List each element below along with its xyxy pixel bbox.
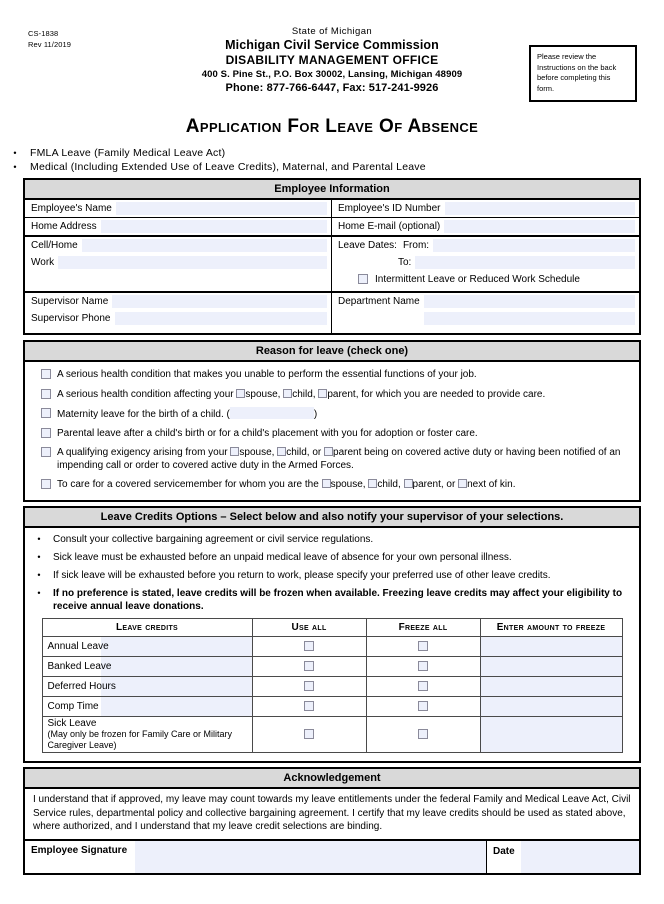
family-health-parent-checkbox[interactable] — [318, 389, 327, 398]
freeze-all-checkbox-annual-leave[interactable] — [418, 641, 428, 651]
instruction-note-box: Please review the Instructions on the back before completing this form. — [529, 45, 637, 102]
use-all-cell-deferred-hours[interactable] — [252, 676, 366, 696]
department-name-input-cont[interactable] — [424, 312, 635, 325]
maternity-date-input[interactable] — [230, 407, 314, 419]
column-header-use-all: Use all — [252, 618, 366, 636]
bullet-icon: • — [37, 569, 41, 580]
signature-date-input[interactable] — [521, 841, 639, 873]
home-address-row — [25, 218, 639, 237]
leave-type-label: FMLA Leave (Family Medical Leave Act) — [30, 147, 226, 159]
reason-label-own-health: A serious health condition that makes you unable to perform the essential functions of your job. — [57, 369, 477, 380]
leave-date-to-input[interactable] — [415, 256, 635, 269]
leave-date-from-label: From: — [402, 240, 430, 251]
amount-input-banked-leave[interactable] — [480, 656, 622, 676]
servicemember-spouse-label: spouse, — [330, 478, 366, 490]
reason-option-own-health[interactable] — [33, 368, 631, 382]
row-label-annual-leave: Annual Leave — [42, 636, 252, 656]
table-header-row — [42, 618, 622, 636]
column-header-leave-credits: Leave credits — [42, 618, 252, 636]
guidance-text-emphasis: If no preference is stated, leave credits will be frozen when available. Freezing leave credits may affect your eligibility to receive annual leave donations. — [53, 587, 623, 612]
reason-label-parental: Parental leave after a child's birth or for a child's placement with you for adoption or foster care. — [57, 427, 478, 439]
bullet-icon: • — [37, 533, 41, 544]
servicemember-next-of-kin-checkbox[interactable] — [458, 479, 467, 488]
sick-leave-name: Sick Leave — [47, 717, 97, 729]
leave-credits-body — [25, 528, 639, 762]
intermittent-leave-option[interactable] — [332, 271, 639, 287]
freeze-all-cell-comp-time[interactable] — [366, 696, 480, 716]
amount-input-deferred-hours[interactable] — [480, 676, 622, 696]
row-fill — [101, 697, 252, 716]
intermittent-leave-checkbox[interactable] — [358, 274, 368, 284]
home-email-field[interactable] — [332, 218, 639, 235]
employee-information-heading: Employee Information — [25, 180, 639, 200]
office-address: 400 S. Pine St., P.O. Box 30002, Lansing, Michigan 48909 — [201, 69, 463, 80]
home-address-label: Home Address — [31, 221, 97, 232]
family-health-child-label: child, — [292, 388, 316, 400]
row-label-sick-leave — [42, 716, 252, 753]
leave-credits-table — [42, 618, 623, 754]
document-code-block — [28, 28, 71, 50]
supervisor-name-input[interactable] — [112, 295, 327, 308]
column-header-enter-amount: Enter amount to freeze — [480, 618, 622, 636]
employee-information-section — [23, 178, 641, 335]
freeze-all-checkbox-banked-leave[interactable] — [418, 661, 428, 671]
work-phone-field[interactable] — [25, 254, 331, 271]
bullet-icon: • — [13, 162, 17, 172]
reason-checkbox-family-health[interactable] — [33, 388, 57, 402]
document-header — [0, 0, 664, 104]
table-row — [42, 636, 622, 656]
supervisor-phone-input[interactable] — [115, 312, 328, 325]
list-item — [25, 587, 639, 613]
row-fill — [101, 657, 252, 676]
reason-label-family-health-lead: A serious health condition affecting your — [57, 388, 234, 400]
reason-checkbox-exigency[interactable] — [33, 446, 57, 460]
home-address-field[interactable] — [25, 218, 331, 235]
home-address-input[interactable] — [101, 220, 327, 233]
reason-label-exigency-lead: A qualifying exigency arising from your — [57, 447, 228, 458]
freeze-all-cell-deferred-hours[interactable] — [366, 676, 480, 696]
freeze-all-cell-annual-leave[interactable] — [366, 636, 480, 656]
work-phone-input[interactable] — [58, 256, 327, 269]
reason-option-family-health[interactable] — [33, 388, 631, 402]
guidance-text: Consult your collective bargaining agreement or civil service regulations. — [53, 533, 374, 545]
supervisor-phone-label: Supervisor Phone — [31, 313, 111, 324]
signature-date-field[interactable] — [487, 841, 639, 873]
exigency-child-label: child, or — [286, 447, 322, 458]
table-row — [42, 656, 622, 676]
exigency-parent-label: parent — [333, 447, 362, 458]
amount-input-sick-leave[interactable] — [480, 716, 622, 753]
reason-label-maternity-close: ) — [313, 409, 318, 420]
reason-for-leave-options — [25, 362, 639, 500]
leave-dates-label: Leave Dates: — [338, 240, 397, 251]
reason-checkbox-servicemember[interactable] — [33, 478, 57, 492]
guidance-text: Sick leave must be exhausted before an unpaid medical leave of absence for your own personal illness. — [53, 551, 512, 563]
reason-checkbox-maternity[interactable] — [33, 407, 57, 421]
servicemember-parent-checkbox[interactable] — [404, 479, 413, 488]
amount-input-comp-time[interactable] — [480, 696, 622, 716]
exigency-spouse-label: spouse, — [239, 447, 275, 458]
list-item — [25, 569, 639, 582]
leave-date-from-input[interactable] — [433, 239, 635, 252]
use-all-cell-sick-leave[interactable] — [252, 716, 366, 753]
employee-name-label: Employee's Name — [31, 203, 112, 214]
use-all-cell-annual-leave[interactable] — [252, 636, 366, 656]
list-item — [0, 160, 664, 174]
employee-signature-label: Employee Signature — [31, 844, 128, 856]
row-fill — [101, 637, 252, 656]
table-row — [42, 696, 622, 716]
list-item — [0, 146, 664, 160]
department-name-label: Department Name — [338, 296, 420, 307]
supervisor-name-field[interactable] — [25, 293, 331, 310]
use-all-cell-comp-time[interactable] — [252, 696, 366, 716]
amount-input-annual-leave[interactable] — [480, 636, 622, 656]
use-all-checkbox-deferred-hours[interactable] — [304, 681, 314, 691]
freeze-all-cell-sick-leave[interactable] — [366, 716, 480, 753]
freeze-all-cell-banked-leave[interactable] — [366, 656, 480, 676]
state-name: State of Michigan — [291, 26, 373, 37]
bullet-icon: • — [13, 148, 17, 158]
bullet-icon: • — [37, 551, 41, 562]
leave-type-label: Medical (Including Extended Use of Leave Credits), Maternal, and Parental Leave — [30, 161, 426, 173]
commission-name: Michigan Civil Service Commission — [225, 38, 439, 52]
supervisor-phone-field[interactable] — [25, 310, 331, 327]
exigency-parent-checkbox[interactable] — [324, 447, 333, 456]
document-revision: Rev 11/2019 — [28, 40, 72, 49]
guidance-text: If sick leave will be exhausted before you return to work, please specify your preferred use of other leave credits. — [53, 569, 551, 581]
employee-id-input[interactable] — [445, 202, 636, 215]
intermittent-leave-label: Intermittent Leave or Reduced Work Schedule — [375, 273, 580, 285]
freeze-all-checkbox-comp-time[interactable] — [418, 701, 428, 711]
leave-credits-section — [23, 506, 641, 764]
office-name: DISABILITY MANAGEMENT OFFICE — [225, 53, 439, 67]
department-name-input[interactable] — [424, 295, 635, 308]
cell-home-phone-label: Cell/Home — [31, 240, 78, 251]
use-all-checkbox-sick-leave[interactable] — [304, 729, 314, 739]
servicemember-spouse-checkbox[interactable] — [322, 479, 331, 488]
family-health-parent-label: parent, — [327, 388, 359, 400]
employee-signature-field[interactable] — [25, 841, 487, 873]
table-row — [42, 716, 622, 753]
use-all-cell-banked-leave[interactable] — [252, 656, 366, 676]
family-health-child-checkbox[interactable] — [283, 389, 292, 398]
department-name-spacer — [332, 310, 639, 327]
use-all-checkbox-annual-leave[interactable] — [304, 641, 314, 651]
reason-for-leave-section — [23, 340, 641, 502]
signature-row — [25, 841, 639, 873]
department-name-field[interactable] — [332, 293, 639, 310]
servicemember-next-of-kin-label: next of kin. — [467, 478, 516, 490]
reason-label-exigency-tail: being on covered active duty or having been notified of an impending call or order to covered active duty in the Armed Forces. — [57, 447, 621, 471]
leave-type-list — [0, 146, 664, 174]
reason-checkbox-parental[interactable] — [33, 427, 57, 441]
column-header-freeze-all: Freeze all — [366, 618, 480, 636]
leave-credits-guidance-list — [25, 533, 639, 613]
reason-for-leave-heading: Reason for leave (check one) — [25, 342, 639, 362]
office-phone-fax: Phone: 877-766-6447, Fax: 517-241-9926 — [225, 82, 439, 94]
cell-home-phone-field[interactable] — [25, 237, 331, 254]
home-email-label: Home E-mail (optional) — [338, 221, 441, 232]
servicemember-child-label: child, — [377, 478, 401, 490]
exigency-child-checkbox[interactable] — [277, 447, 286, 456]
leave-date-to-label: To: — [398, 257, 412, 268]
work-phone-label: Work — [31, 257, 55, 268]
use-all-checkbox-banked-leave[interactable] — [304, 661, 314, 671]
list-item — [25, 533, 639, 546]
employee-signature-input[interactable] — [135, 841, 486, 873]
supervisor-name-label: Supervisor Name — [31, 296, 109, 307]
acknowledgement-section — [23, 767, 641, 875]
bullet-icon: • — [37, 587, 41, 598]
leave-credits-heading: Leave Credits Options – Select below and also notify your supervisor of your selections. — [25, 508, 639, 528]
row-label-banked-leave: Banked Leave — [42, 656, 252, 676]
document-code: CS-1838 — [28, 29, 59, 38]
sick-leave-note: (May only be frozen for Family Care or Military Caregiver Leave) — [47, 729, 233, 750]
employee-id-label: Employee's ID Number — [338, 203, 441, 214]
leave-date-to-field[interactable] — [332, 254, 639, 271]
row-label-deferred-hours: Deferred Hours — [42, 676, 252, 696]
leave-date-from-field[interactable] — [332, 237, 639, 254]
acknowledgement-text: I understand that if approved, my leave may count towards my leave entitlements under the federal Family and Medical Leave Act, Civil Service rules, departmental policy and collective bargaining agreement. I certify that my leave credits should be used as stated above, where authorized, and I understand that my leave credit selections are binding. — [25, 789, 639, 841]
reason-checkbox-own-health[interactable] — [33, 368, 57, 382]
acknowledgement-heading: Acknowledgement — [25, 769, 639, 789]
row-fill — [101, 677, 252, 696]
employee-name-row — [25, 200, 639, 218]
reason-label-maternity: Maternity leave for the birth of a child. ( — [57, 409, 230, 420]
family-health-spouse-label: spouse, — [245, 388, 281, 400]
page-title: Application For Leave Of Absence — [185, 116, 479, 137]
employee-name-field[interactable] — [25, 200, 331, 217]
signature-date-label: Date — [493, 845, 515, 857]
freeze-all-checkbox-sick-leave[interactable] — [418, 729, 428, 739]
employee-name-input[interactable] — [116, 202, 327, 215]
cell-home-phone-input[interactable] — [82, 239, 327, 252]
reason-label-servicemember-lead: To care for a covered servicemember for whom you are the — [57, 478, 319, 490]
reason-option-servicemember[interactable] — [33, 478, 631, 492]
reason-option-exigency[interactable] — [33, 446, 631, 472]
employee-id-field[interactable] — [332, 200, 639, 217]
freeze-all-checkbox-deferred-hours[interactable] — [418, 681, 428, 691]
reason-label-family-health-tail: for which you are needed to provide care. — [361, 388, 546, 400]
servicemember-parent-label: parent, or — [412, 478, 456, 490]
list-item — [25, 551, 639, 564]
table-row — [42, 676, 622, 696]
supervisor-department-row — [25, 293, 639, 333]
row-label-comp-time: Comp Time — [42, 696, 252, 716]
reason-option-parental[interactable] — [33, 427, 631, 441]
contact-and-dates-row — [25, 237, 639, 293]
reason-option-maternity[interactable] — [33, 407, 631, 421]
home-email-input[interactable] — [444, 220, 635, 233]
use-all-checkbox-comp-time[interactable] — [304, 701, 314, 711]
